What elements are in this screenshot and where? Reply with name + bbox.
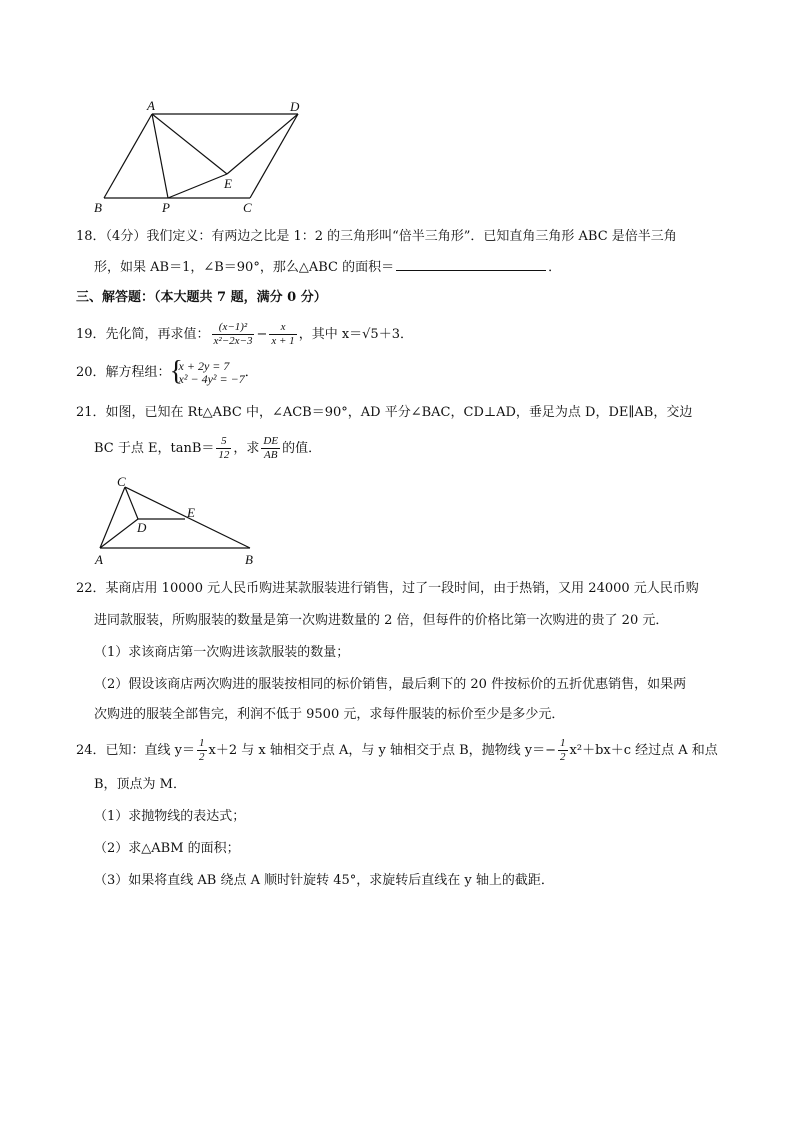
q24-line2: B，顶点为 M． (94, 777, 186, 792)
q19 (76, 320, 413, 350)
q19-fraction-1 (212, 321, 255, 348)
q24-f1-den: 2 (199, 751, 205, 763)
label-D: D (290, 99, 300, 114)
q24-f1-num: 1 (199, 737, 205, 749)
q18-line2-text: 形，如果 AB＝1，∠B＝90°，那么△ABC 的面积＝ (94, 260, 395, 275)
triangle-figure (90, 474, 270, 570)
q24-b: x＋2 与 x 轴相交于点 A，与 y 轴相交于点 B，抛物线 y＝− (208, 743, 557, 758)
q21-line2-b: ，求 (233, 441, 260, 456)
q24-sub3: （3）如果将直线 AB 绕点 A 顺时针旋转 45°，求旋转后直线在 y 轴上的截距． (94, 873, 554, 888)
ratio-num: DE (263, 435, 279, 447)
q19-suffix: ，其中 x＝√5＋3． (298, 327, 413, 342)
q18-line1: 18．（4分）我们定义：有两边之比是 1：2 的三角形叫“倍半三角形”．已知直角三角形 ABC 是倍半三角 (76, 229, 677, 244)
label-A: A (95, 552, 103, 567)
label-E: E (224, 176, 232, 191)
q24-f2-den: 2 (560, 751, 566, 763)
q22-sub1: （1）求该商店第一次购进该款服装的数量； (94, 645, 350, 660)
ratio-fraction (261, 435, 280, 462)
tan-num: 5 (216, 435, 231, 449)
q24-f2-num: 1 (560, 737, 566, 749)
q24-fraction-1 (197, 737, 207, 764)
q20-prefix: 20．解方程组： (76, 365, 171, 380)
equation-system (171, 360, 245, 386)
q20-suffix: ． (244, 365, 258, 380)
q20-eq1: { x + 2y = 7 (178, 358, 230, 373)
q22-line2: 进同款服装，所购服装的数量是第一次购进数量的 2 倍，但每件的价格比第一次购进的贵了 20 元． (94, 613, 669, 628)
tan-fraction (216, 435, 231, 462)
label-A: A (147, 98, 155, 113)
q24-c: x²＋bx＋c 经过点 A 和点 (569, 743, 718, 758)
q22-line1: 22．某商店用 10000 元人民币购进某款服装进行销售，过了一段时间，由于热销，又用 24000 元人民币购 (76, 581, 699, 596)
q24-line1 (76, 736, 718, 766)
ratio-den: AB (264, 449, 278, 461)
q21-line2 (94, 434, 321, 464)
label-B: B (94, 200, 102, 215)
q19-f2-den: x + 1 (271, 335, 295, 347)
q18-line2 (94, 258, 561, 277)
q24-fraction-2 (558, 737, 568, 764)
q22-sub2-line1: （2）假设该商店两次购进的服装按相同的标价销售，最后剩下的 20 件按标价的五折优惠销售，如果两 (94, 677, 687, 692)
q20 (76, 358, 258, 388)
q24-a: 24．已知：直线 y＝ (76, 743, 196, 758)
tan-den: 12 (218, 449, 230, 461)
parallelogram-figure (90, 96, 320, 216)
label-P: P (162, 200, 170, 215)
answer-blank (396, 258, 546, 271)
q22-sub2-line2: 次购进的服装全部售完，利润不低于 9500 元，求每件服装的标价至少是多少元． (94, 707, 565, 722)
q24-sub1: （1）求抛物线的表达式； (94, 809, 246, 824)
q20-eq2: x² − 4y² = −7 (178, 371, 245, 386)
label-C: C (117, 474, 126, 489)
q19-f2-num: x (269, 321, 296, 335)
q21-line2-a: BC 于点 E，tanB＝ (94, 441, 215, 456)
q19-fraction-2 (269, 321, 296, 348)
label-E: E (187, 505, 195, 520)
q18-line2-end: ． (548, 260, 562, 275)
q19-f1-den: x²−2x−3 (213, 335, 253, 347)
label-B: B (245, 552, 253, 567)
q19-minus: − (256, 327, 268, 342)
q24-sub2: （2）求△ABM 的面积； (94, 841, 240, 856)
label-C: C (243, 200, 252, 215)
label-D: D (137, 520, 147, 535)
q19-prefix: 19．先化简，再求值： (76, 327, 210, 342)
q21-line2-c: 的值． (282, 441, 322, 456)
q19-f1-num: (x−1)² (212, 321, 255, 335)
section-heading: 三、解答题：（本大题共 7 题，满分 0 分） (76, 290, 327, 305)
q21-line1: 21．如图，已知在 Rt△ABC 中，∠ACB＝90°，AD 平分∠BAC，CD⊥AD，垂足为点 D，DE∥AB，交边 (76, 405, 693, 420)
